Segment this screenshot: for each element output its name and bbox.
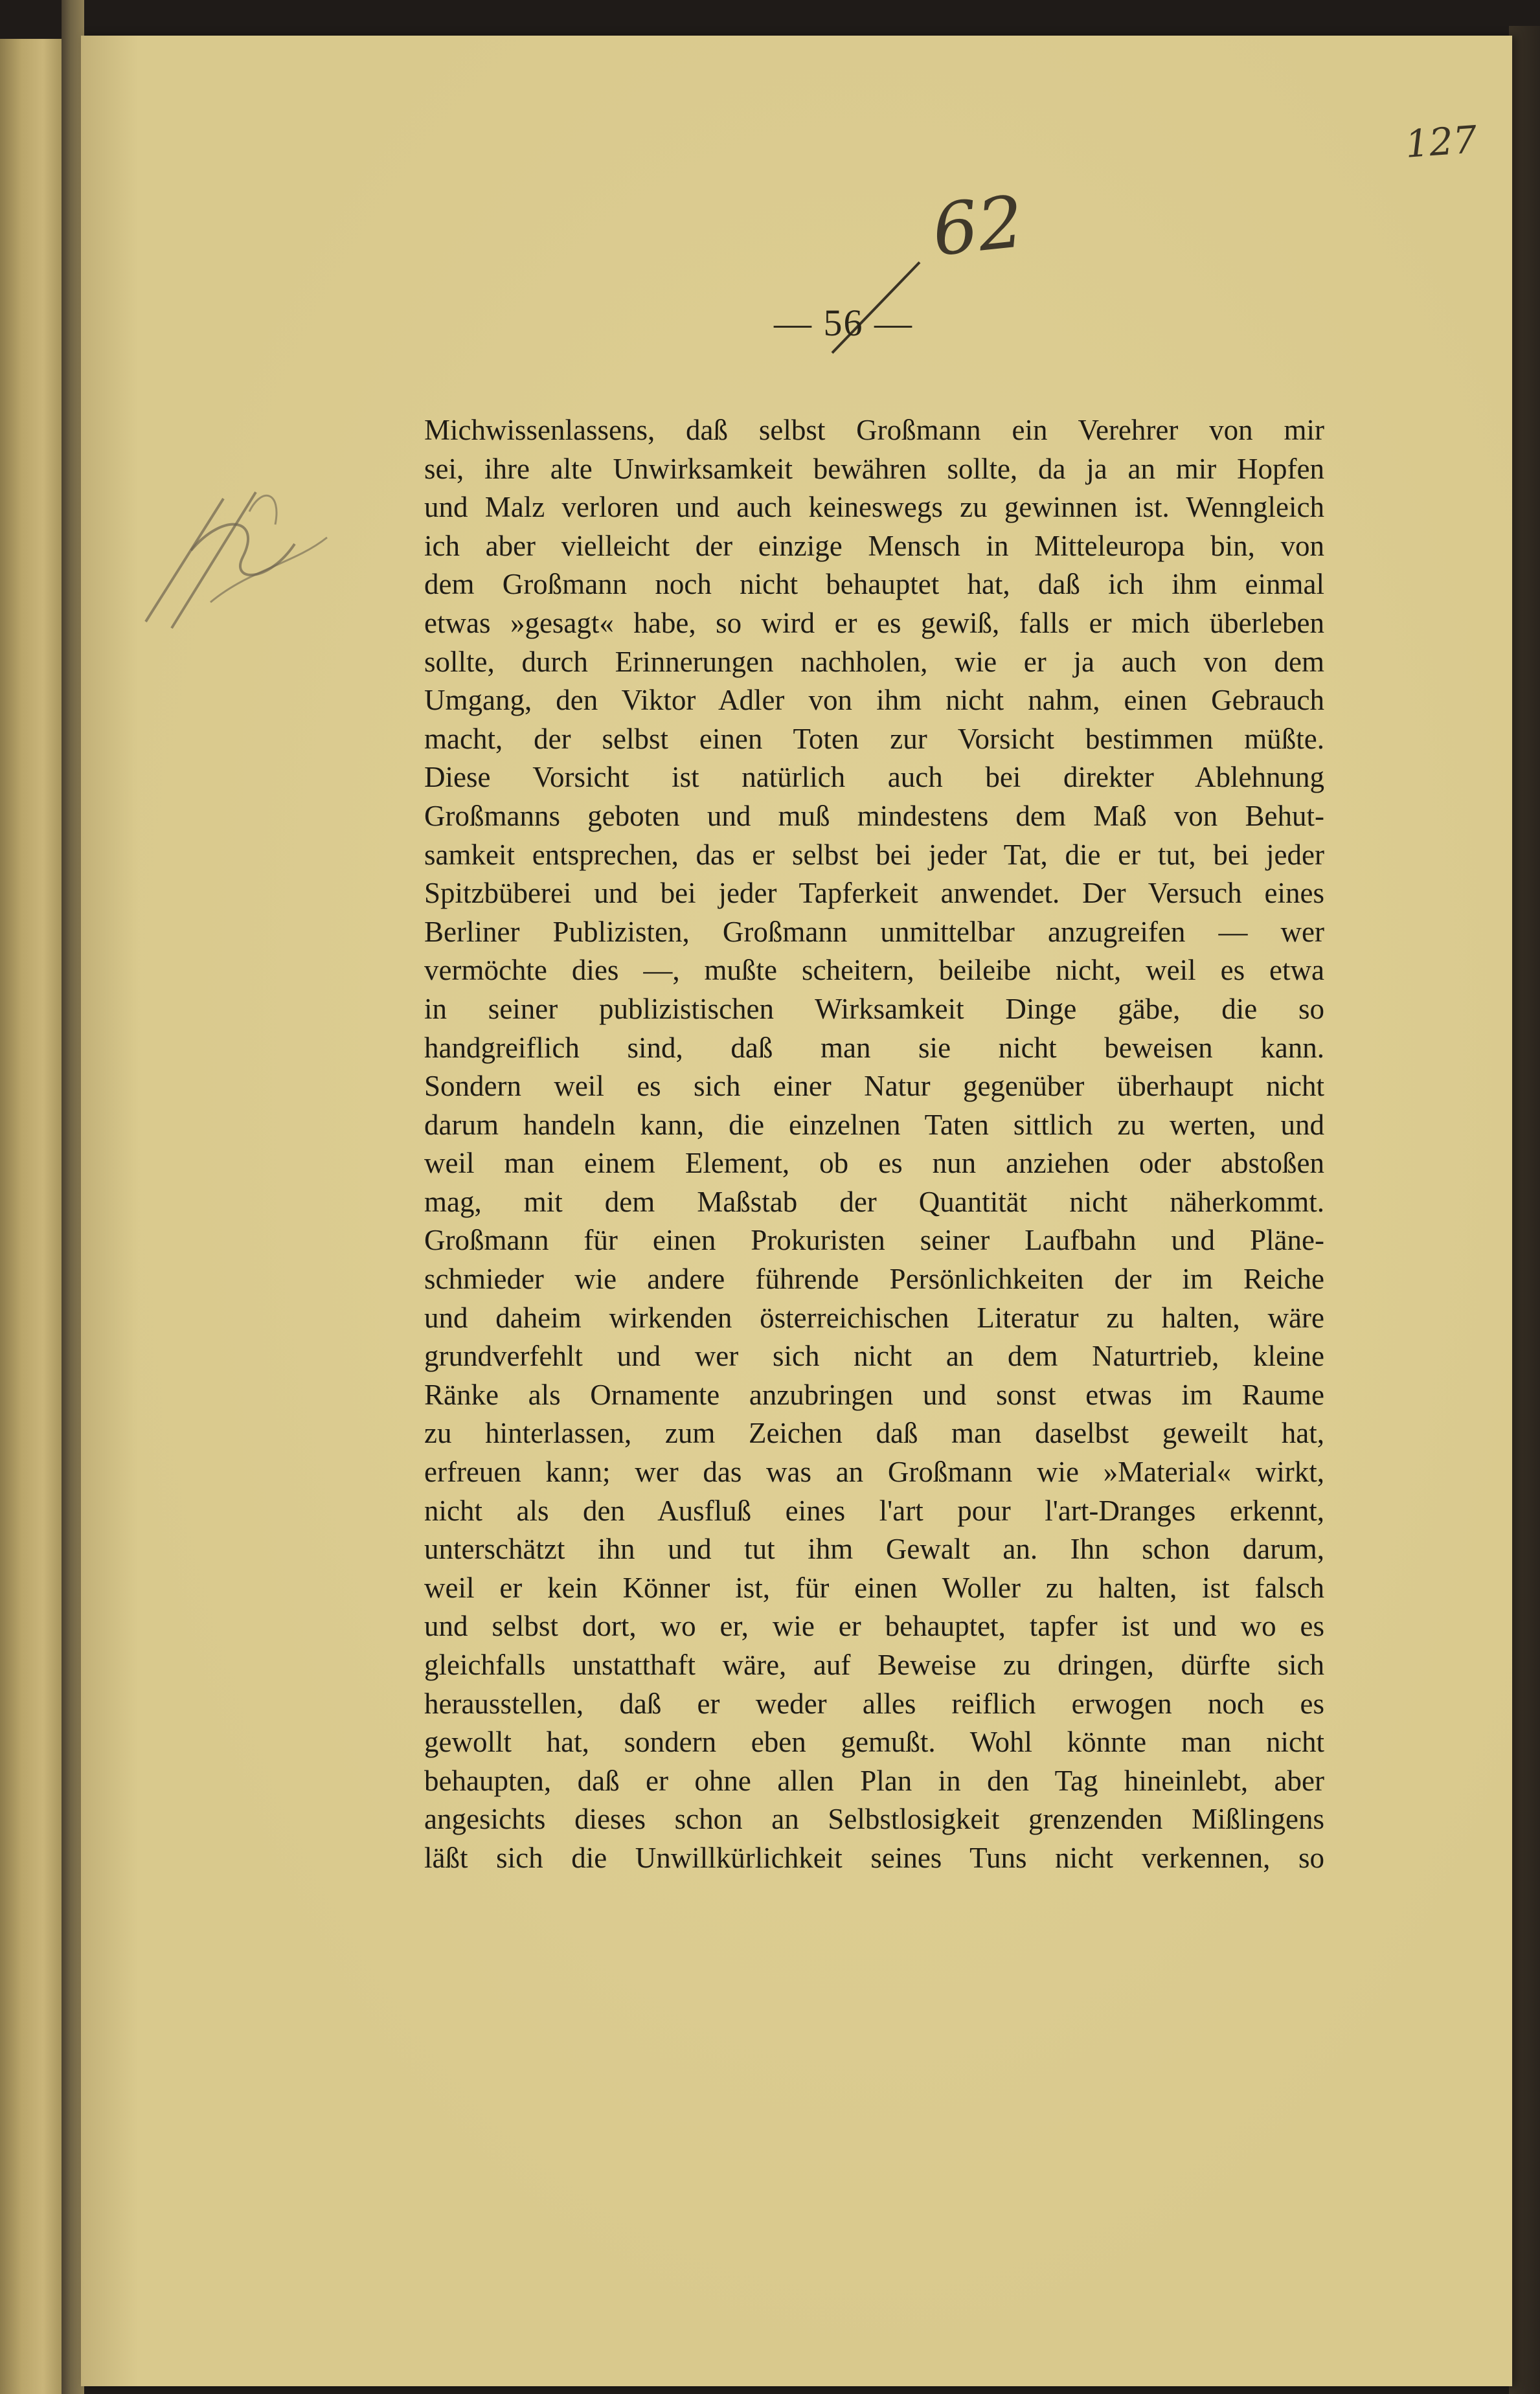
text-line: Großmann für einen Prokuristen seiner Laufbahn und Pläne- (424, 1224, 1324, 1257)
text-line: und selbst dort, wo er, wie er behauptet, tapfer ist und wo es (424, 1610, 1324, 1643)
text-line: sei, ihre alte Unwirksamkeit bewähren sollte, da ja an mir Hopfen (424, 452, 1324, 485)
printed-page-number: — 56 — (774, 302, 913, 344)
handwritten-mark: 62 (928, 180, 1028, 272)
text-line: Ränke als Ornamente anzubringen und sonst etwas im Raume (424, 1378, 1324, 1411)
text-line: läßt sich die Unwillkürlichkeit seines Tuns nicht verkennen, so (424, 1841, 1324, 1874)
text-line: grundverfehlt und wer sich nicht an dem Naturtrieb, kleine (424, 1340, 1324, 1373)
text-line: handgreiflich sind, daß man sie nicht beweisen kann. (424, 1031, 1324, 1064)
text-line: samkeit entsprechen, das er selbst bei jeder Tat, die er tut, bei jeder (424, 838, 1324, 871)
text-line: in seiner publizistischen Wirksamkeit Dinge gäbe, die so (424, 992, 1324, 1025)
text-line: vermöchte dies —, mußte scheitern, beileibe nicht, weil es etwa (424, 954, 1324, 987)
text-line: unterschätzt ihn und tut ihm Gewalt an. Ihn schon darum, (424, 1533, 1324, 1566)
text-line: angesichts dieses schon an Selbstlosigkeit grenzenden Mißlingens (424, 1803, 1324, 1836)
text-line: zu hinterlassen, zum Zeichen daß man daselbst geweilt hat, (424, 1417, 1324, 1450)
text-line: mag, mit dem Maßstab der Quantität nicht näherkommt. (424, 1185, 1324, 1218)
text-line: behaupten, daß er ohne allen Plan in den Tag hineinlebt, aber (424, 1764, 1324, 1797)
text-line: herausstellen, daß er weder alles reiflich erwogen noch es (424, 1687, 1324, 1720)
text-line: Umgang, den Viktor Adler von ihm nicht nahm, einen Gebrauch (424, 684, 1324, 717)
text-line: nicht als den Ausfluß eines l'art pour l'art-Dranges erkennt, (424, 1494, 1324, 1527)
text-line: ich aber vielleicht der einzige Mensch in Mitteleuropa bin, von (424, 529, 1324, 562)
text-line: sollte, durch Erinnerungen nachholen, wie er ja auch von dem (424, 645, 1324, 678)
text-line: und daheim wirkenden österreichischen Literatur zu halten, wäre (424, 1301, 1324, 1334)
text-line: dem Großmann noch nicht behauptet hat, daß ich ihm einmal (424, 568, 1324, 601)
text-line: Großmanns geboten und muß mindestens dem Maß von Behut- (424, 799, 1324, 832)
text-line: schmieder wie andere führende Persönlichkeiten der im Reiche (424, 1263, 1324, 1296)
text-line: weil man einem Element, ob es nun anziehen oder abstoßen (424, 1147, 1324, 1180)
text-line: macht, der selbst einen Toten zur Vorsicht bestimmen müßte. (424, 722, 1324, 755)
text-line: erfreuen kann; wer das was an Großmann wie »Material« wirkt, (424, 1456, 1324, 1489)
text-line: darum handeln kann, die einzelnen Taten sittlich zu werten, und (424, 1108, 1324, 1141)
text-line: Sondern weil es sich einer Natur gegenüber überhaupt nicht (424, 1070, 1324, 1103)
text-line: gleichfalls unstatthaft wäre, auf Beweise zu dringen, dürfte sich (424, 1649, 1324, 1681)
text-line: etwas »gesagt« habe, so wird er es gewiß, falls er mich überleben (424, 606, 1324, 639)
margin-signature-scribble (133, 473, 340, 641)
page-background-edge (1509, 26, 1540, 2394)
text-line: und Malz verloren und auch keineswegs zu gewinnen ist. Wenngleich (424, 491, 1324, 524)
text-line: Michwissenlassens, daß selbst Großmann ein Verehrer von mir (424, 414, 1324, 446)
page-body-text (424, 411, 1324, 1878)
text-line: gewollt hat, sondern eben gemußt. Wohl könnte man nicht (424, 1726, 1324, 1759)
previous-page-edge (0, 39, 62, 2394)
text-line: Diese Vorsicht ist natürlich auch bei direkter Ablehnung (424, 761, 1324, 794)
text-line: weil er kein Könner ist, für einen Woller zu halten, ist falsch (424, 1571, 1324, 1604)
text-line: Berliner Publizisten, Großmann unmittelbar anzugreifen — wer (424, 915, 1324, 948)
handwritten-archive-number: 127 (1403, 117, 1478, 166)
text-line: Spitzbüberei und bei jeder Tapferkeit anwendet. Der Versuch eines (424, 877, 1324, 910)
